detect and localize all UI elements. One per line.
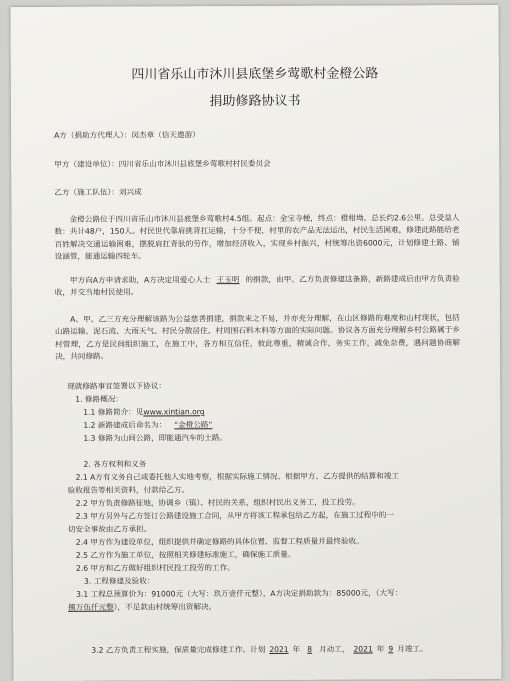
section-3-1-tail: ），不足款由村统筹出资解决。 (113, 602, 217, 612)
section-3-1-b (68, 602, 216, 613)
donor-name: 王玉明 (216, 275, 240, 285)
section-3-heading: 3. 工程修建及验收： (84, 576, 155, 586)
section-1-1-label: 1.1 修路简介：见 (83, 407, 144, 417)
section-2-5: 2.5 乙方作为施工单位，按照相关修建标准施工，确保施工质量。 (75, 549, 296, 560)
doc-title-line2: 捐助修路协议书 (209, 93, 301, 110)
start-month: 8 (307, 644, 313, 654)
paragraph-road-intro: 金橙公路位于四川省乐山市沐川县底堡乡莺歌村4.5组。起点：金宝寺梗，终点：橙柑坳。总长约2.6公里。总受益人数：共计48户，150人。村民世代靠肩挑背扛运输，十分不便，村里的农产品无法运出，村民生活困难，修建此路能给老百姓解决交通运输困难，摆脱肩扛背驮的劳作，增加经济收入，实现乡村振兴，村统筹出资6000元，计划修建土路、铺设涵管，能通运输四轮车。 (54, 213, 460, 262)
section-2-6: 2.6 甲方和乙方做好组织村民投工投劳的工作。 (75, 563, 235, 573)
donation-amount-words: 捌万伍仟元整 (68, 602, 114, 612)
website-link[interactable]: www.xintian.org (143, 407, 205, 417)
section-2-3-a: 2.3 甲方另外与乙方签订公路建设施工合同，从甲方将该工程承包给乙方起，在施工过程中的一 (75, 510, 395, 521)
doc-title-line1: 四川省乐山市沐川县底堡乡莺歌村金橙公路 (131, 66, 379, 83)
donation-text-post: 的捐款，由甲、乙方负责修建这条路，新路建成后由甲方负责验收，并交当地村民使用。 (54, 274, 460, 298)
section-2-heading: 2. 各方权利和义务 (83, 459, 147, 469)
end-year: 2021 (353, 644, 373, 654)
section-2-1-b: 验收报告等相关资料，付款给乙方。 (67, 485, 190, 495)
donation-text-pre: 甲方向A方申请求助，A方决定用爱心人士 (69, 275, 211, 285)
start-year-char: 年 (292, 644, 301, 654)
road-name: “金橙公路” (174, 420, 213, 430)
document-sheet (11, 5, 502, 681)
end-month: 9 (388, 644, 394, 654)
section-1-3: 1.3 修路为山间公路，即能通汽车的土路。 (83, 433, 228, 443)
paragraph-donation (55, 273, 460, 300)
agreement-intro: 现就修路事宜签署以下协议： (67, 381, 166, 391)
section-2-2: 2.2 甲方负责修路征地，协调乡（镇）、村民的关系，组织村民出义务工，投工投劳。 (75, 497, 360, 508)
end-month-text: 月竣工。 (397, 644, 428, 654)
party-jia: 甲方（建设单位）：四川省乐山市沐川县底堡乡莺歌村村民委员会 (54, 158, 271, 169)
party-a: A方（捐助方代理人）：闵杰章（信天遨游） (54, 130, 200, 140)
end-year-char: 年 (376, 644, 385, 654)
section-3-1-a: 3.1 工程总预算价为：91000元（大写：玖万壹仟元整），A方决定捐助款为：85000元，（大写： (76, 588, 403, 599)
start-month-text: 月动工， (319, 644, 350, 654)
start-year: 2021 (269, 644, 289, 654)
section-2-3-b: 切安全事故由乙方承担。 (67, 524, 152, 534)
section-1-heading: 1. 修路概况： (75, 394, 123, 404)
section-2-4: 2.4 甲方作为建设单位，组织提供并确定修路的具体位置、监督工程质量并最终验收。 (75, 536, 364, 547)
section-3-2 (91, 644, 427, 655)
paragraph-understanding: A、甲、乙三方充分理解该路为公益慈善捐建，捐款来之不易，并亦充分理解，在山区修路的难度和山村现状，包括山路运输、泥石流、大雨天气、村民分散居住、村周围石料木料等方面的实际问题。协议各方面充分理解乡村公路属于乡村管理，乙方是民间组织施工，在施工中，各方相互信任，彼此尊重，精诚合作，务实工作，减免杂费，遇问题协商解决，共同修路。 (54, 313, 461, 362)
section-1-2-label: 1.2 新路建成后命名为： (83, 420, 167, 430)
section-1-1 (83, 407, 204, 418)
party-yi: 乙方（施工队伍）：刘兴成 (54, 187, 142, 197)
section-3-2-label: 3.2 乙方负责工程实施，保质量完成修建工作。计划 (91, 644, 266, 655)
section-2-1-a: 2.1 A方有义务自己或委托他人实地考察，根据实际施工情况、根据甲方、乙方提供的结算和竣工 (75, 471, 400, 482)
section-1-2 (83, 420, 220, 431)
